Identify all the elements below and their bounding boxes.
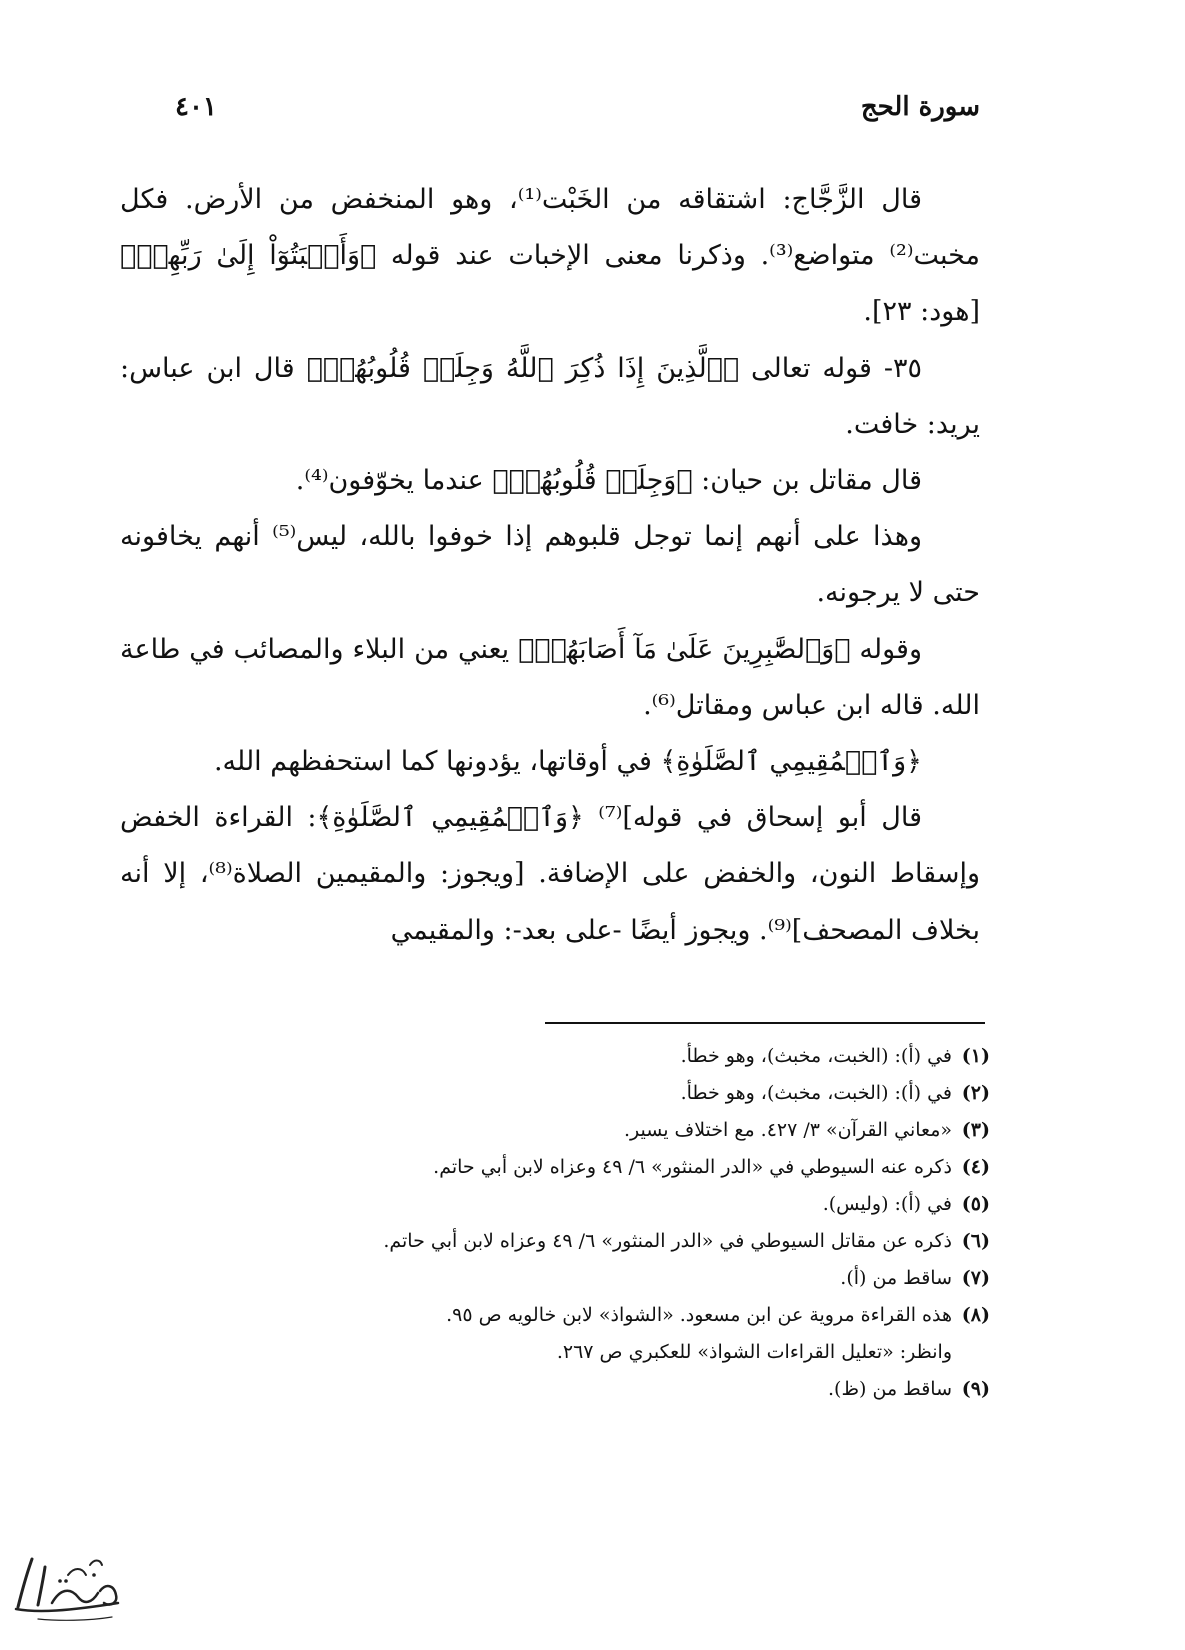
- footnote-separator: [545, 1022, 985, 1024]
- footnote: [175, 1149, 990, 1186]
- page-header: [175, 92, 980, 138]
- paragraph: ٣٥- قوله تعالى ﴿ٱلَّذِينَ إِذَا ذُكِرَ ٱللَّهُ وَجِلَتۡ قُلُوبُهُمۡ﴾ قال ابن عباس: يريد: خافت.: [120, 352, 980, 440]
- footnote-number: (٥): [961, 1193, 990, 1215]
- footnote-number: (٧): [961, 1267, 990, 1289]
- footnote: [175, 1186, 990, 1223]
- footnote-text: في (أ): (وليس).: [822, 1193, 952, 1215]
- footnote-number: (١): [961, 1045, 990, 1067]
- footnote-number: (٩): [961, 1378, 990, 1400]
- footnote: [175, 1297, 990, 1371]
- footnote-number: (٦): [961, 1230, 990, 1252]
- footnote-body: [175, 1297, 952, 1371]
- footnote-text: «معاني القرآن» ٣/ ٤٢٧. مع اختلاف يسير.: [623, 1119, 952, 1141]
- logo-calligraphy-icon: [16, 1559, 118, 1620]
- footnote: [175, 1223, 990, 1260]
- paragraph: قال مقاتل بن حيان: ﴿وَجِلَتۡ قُلُوبُهُمۡ﴾ عندما يخوّفون⁽⁴⁾.: [295, 465, 922, 497]
- footnote-number: (٣): [961, 1119, 990, 1141]
- paragraph: قال الزَّجَّاج: اشتقاقه من الخَبْت⁽¹⁾، وهو المنخفض من الأرض. فكل مخبت⁽²⁾ متواضع⁽³⁾. وذكرنا معنى الإخبات عند قوله ﴿وَأَخۡبَتُوٓاْ إِلَىٰ رَبِّهِمۡ﴾ [هود: ٢٣].: [120, 184, 980, 328]
- page-number: ٤٠١: [175, 92, 217, 122]
- footnote: [175, 1112, 990, 1149]
- paragraph: قال أبو إسحاق في قوله]⁽⁷⁾ ﴿وَٱلۡمُقِيمِي ٱلصَّلَوٰةِ﴾: القراءة الخفض وإسقاط النون، والخفض على الإضافة. [ويجوز: والمقيمين الصلاة⁽⁸⁾، إلا أنه بخلاف المصحف]⁽⁹⁾. ويجوز أيضًا -على بعد-: والمقيمي: [120, 802, 980, 946]
- footnote-text: ذكره عنه السيوطي في «الدر المنثور» ٦/ ٤٩ وعزاه لابن أبي حاتم.: [433, 1156, 952, 1178]
- footnote-continuation: وانظر: «تعليل القراءات الشواذ» للعكبري ص ٢٦٧.: [556, 1341, 952, 1363]
- footnote: [175, 1371, 990, 1408]
- footnote-text: في (أ): (الخبت، مخبث)، وهو خطأ.: [680, 1045, 952, 1067]
- paragraph: وهذا على أنهم إنما توجل قلبوهم إذا خوفوا بالله، ليس⁽⁵⁾ أنهم يخافونه حتى لا يرجونه.: [120, 521, 980, 609]
- footnote-text: في (أ): (الخبت، مخبث)، وهو خطأ.: [680, 1082, 952, 1104]
- footnote-text: ساقط من (ظ).: [828, 1378, 952, 1400]
- footnote-number: (٢): [961, 1082, 990, 1104]
- footnote-number: (٤): [961, 1156, 990, 1178]
- paragraph: وقوله ﴿وَٱلصَّٰبِرِينَ عَلَىٰ مَآ أَصَابَهُمۡ﴾ يعني من البلاء والمصائب في طاعة الله. قاله ابن عباس ومقاتل⁽⁶⁾.: [120, 633, 980, 721]
- footnote: [175, 1075, 990, 1112]
- footnote: [175, 1038, 990, 1075]
- footnote-text: ساقط من (أ).: [840, 1267, 952, 1289]
- main-text: [120, 172, 980, 959]
- footnote-text: ذكره عن مقاتل السيوطي في «الدر المنثور» ٦/ ٤٩ وعزاه لابن أبي حاتم.: [383, 1230, 952, 1252]
- footnote-number: (٨): [961, 1304, 990, 1326]
- footnote-text: هذه القراءة مروية عن ابن مسعود. «الشواذ» لابن خالويه ص ٩٥.: [446, 1304, 952, 1326]
- footnotes: [175, 1038, 990, 1408]
- publisher-logo: [8, 1545, 128, 1627]
- chapter-title: سورة الحج: [860, 92, 980, 122]
- paragraph: ﴿وَٱلۡمُقِيمِي ٱلصَّلَوٰةِ﴾ في أوقاتها، يؤدونها كما استحفظهم الله.: [213, 746, 922, 778]
- footnote: [175, 1260, 990, 1297]
